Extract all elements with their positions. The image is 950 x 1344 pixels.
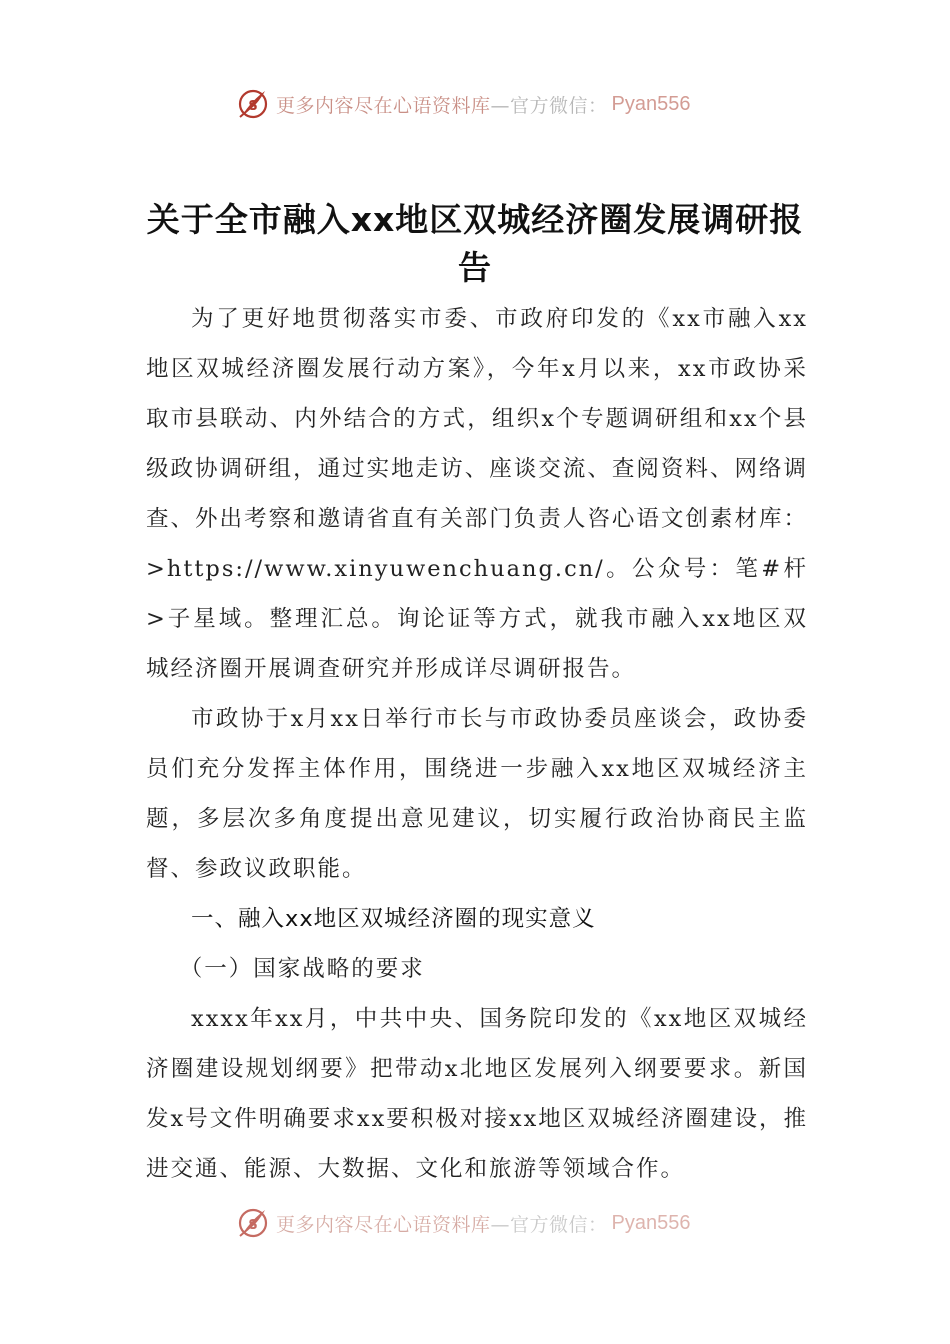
subsection-heading-text: （一）国家战略的要求	[179, 956, 425, 982]
strategy-paragraph: xxxx年xx月，中共中央、国务院印发的《xx地区双城经济圈建设规划纲要》把带动x北地区发展列入纲要要求。新国发x号文件明确要求xx要积极对接xx地区双城经济圈建设，推进交通、能源、大数据、文化和旅游等领域合作。	[146, 1006, 808, 1182]
footer-watermark	[236, 1205, 691, 1241]
brand-text: 更多内容尽在心语资料库	[276, 1213, 491, 1236]
wechat-id: Pyan556	[611, 92, 691, 115]
document-body	[146, 294, 808, 1194]
contact-label: —官方微信：	[490, 94, 608, 117]
header-watermark	[236, 86, 691, 122]
subsection-heading	[146, 944, 808, 994]
intro-paragraph: 为了更好地贯彻落实市委、市政府印发的《xx市融入xx地区双城经济圈发展行动方案》，今年x月以来，xx市政协采取市县联动、内外结合的方式，组织x个专题调研组和xx个县级政协调研组，通过实地走访、座谈交流、查阅资料、网络调查、外出考察和邀请省直有关部门负责人咨心语文创素材库：>https://www.xinyuwenchuang.cn/。公众号：笔#杆>子星域。整理汇总。询论证等方式，就我市融入xx地区双城经济圈开展调查研究并形成详尽调研报告。	[146, 306, 808, 682]
brand-text: 更多内容尽在心语资料库	[276, 94, 491, 117]
quill-logo-icon	[236, 1206, 270, 1240]
quill-logo-icon	[236, 87, 270, 121]
wechat-id: Pyan556	[611, 1211, 691, 1234]
contact-label: —官方微信：	[490, 1213, 608, 1236]
section-heading: 一、融入xx地区双城经济圈的现实意义	[191, 906, 596, 932]
svg-text:S: S	[248, 1218, 258, 1233]
document-title: 关于全市融入xx地区双城经济圈发展调研报告	[146, 200, 804, 287]
meeting-paragraph: 市政协于x月xx日举行市长与市政协委员座谈会，政协委员们充分发挥主体作用，围绕进一步融入xx地区双城经济主题，多层次多角度提出意见建议，切实履行政治协商民主监督、参政议政职能。	[146, 706, 808, 882]
svg-text:S: S	[248, 99, 258, 114]
